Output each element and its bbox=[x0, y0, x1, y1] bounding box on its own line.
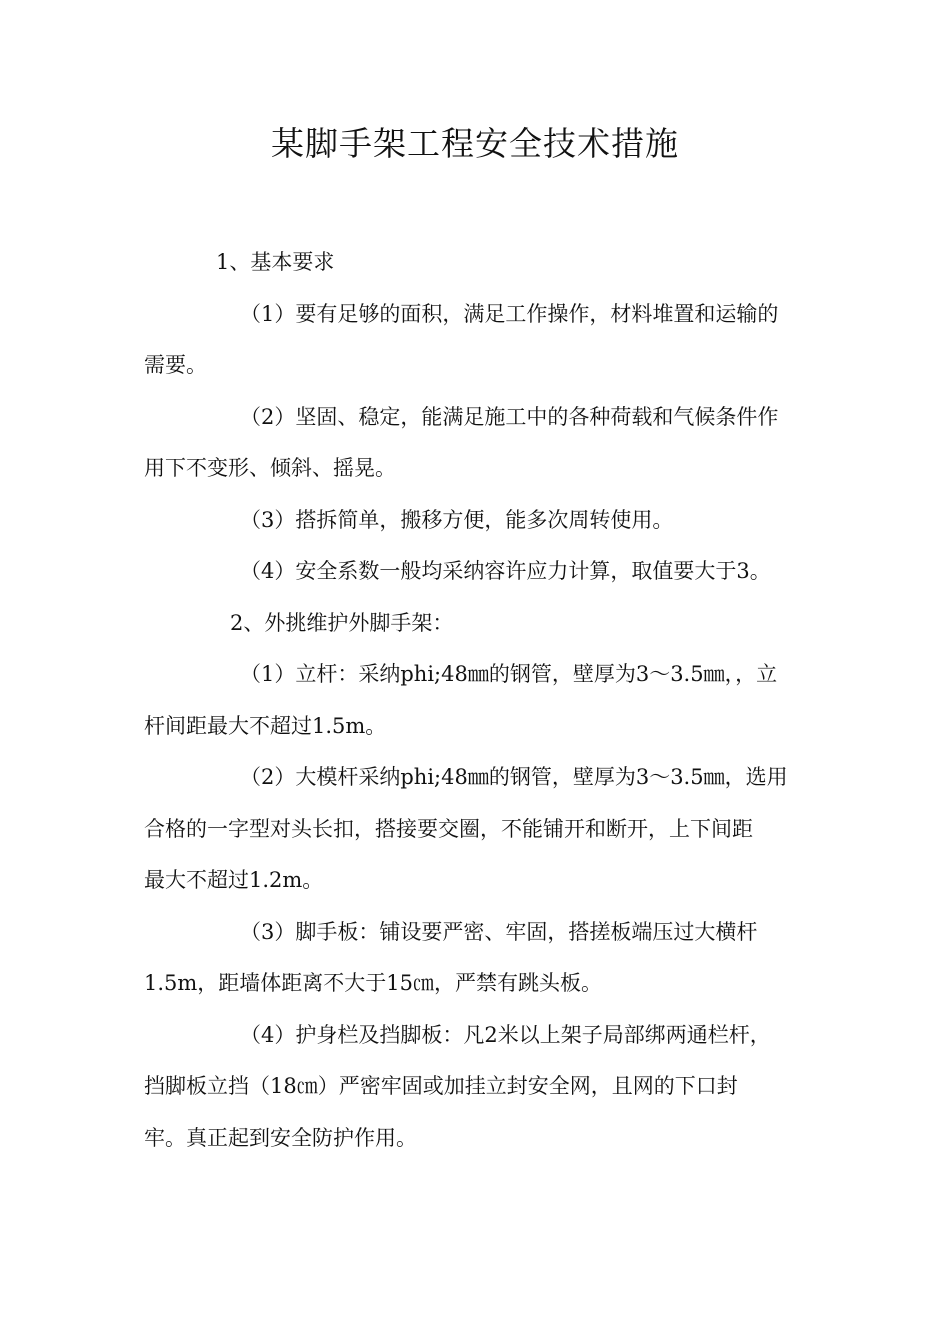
paragraph-line: 杆间距最大不超过1.5m。 bbox=[144, 714, 387, 738]
paragraph-line: （1）立杆：采纳phi;48㎜的钢管，壁厚为3～3.5㎜，，立 bbox=[240, 662, 778, 686]
section-heading: 2、外挑维护外脚手架： bbox=[230, 611, 454, 635]
paragraph-line: （4）护身栏及挡脚板：凡2米以上架子局部绑两通栏杆， bbox=[240, 1023, 771, 1047]
paragraph-line: 需要。 bbox=[144, 353, 207, 377]
document-title: 某脚手架工程安全技术措施 bbox=[271, 124, 679, 163]
paragraph-line: 牢。真正起到安全防护作用。 bbox=[144, 1126, 417, 1150]
paragraph-line: 合格的一字型对头长扣，搭接要交圈，不能铺开和断开，上下间距 bbox=[144, 817, 753, 841]
paragraph-line: （3）脚手板：铺设要严密、牢固，搭搓板端压过大横杆 bbox=[240, 920, 758, 944]
paragraph-line: （1）要有足够的面积，满足工作操作，材料堆置和运输的 bbox=[240, 302, 779, 326]
paragraph-line: （3）搭拆简单，搬移方便，能多次周转使用。 bbox=[240, 508, 674, 532]
paragraph-line: （2）坚固、稳定，能满足施工中的各种荷载和气候条件作 bbox=[240, 405, 779, 429]
paragraph-line: 最大不超过1.2m。 bbox=[144, 868, 324, 892]
section-heading: 1、基本要求 bbox=[216, 250, 335, 274]
paragraph-line: 挡脚板立挡（18㎝）严密牢固或加挂立封安全网，且网的下口封 bbox=[144, 1074, 738, 1098]
paragraph-line: 1.5m，距墙体距离不大于15㎝，严禁有跳头板。 bbox=[144, 971, 603, 995]
paragraph-line: （2）大模杆采纳phi;48㎜的钢管，壁厚为3～3.5㎜，选用 bbox=[240, 765, 788, 789]
paragraph-line: （4）安全系数一般均采纳容许应力计算，取值要大于3。 bbox=[240, 559, 771, 583]
paragraph-line: 用下不变形、倾斜、摇晃。 bbox=[144, 456, 396, 480]
